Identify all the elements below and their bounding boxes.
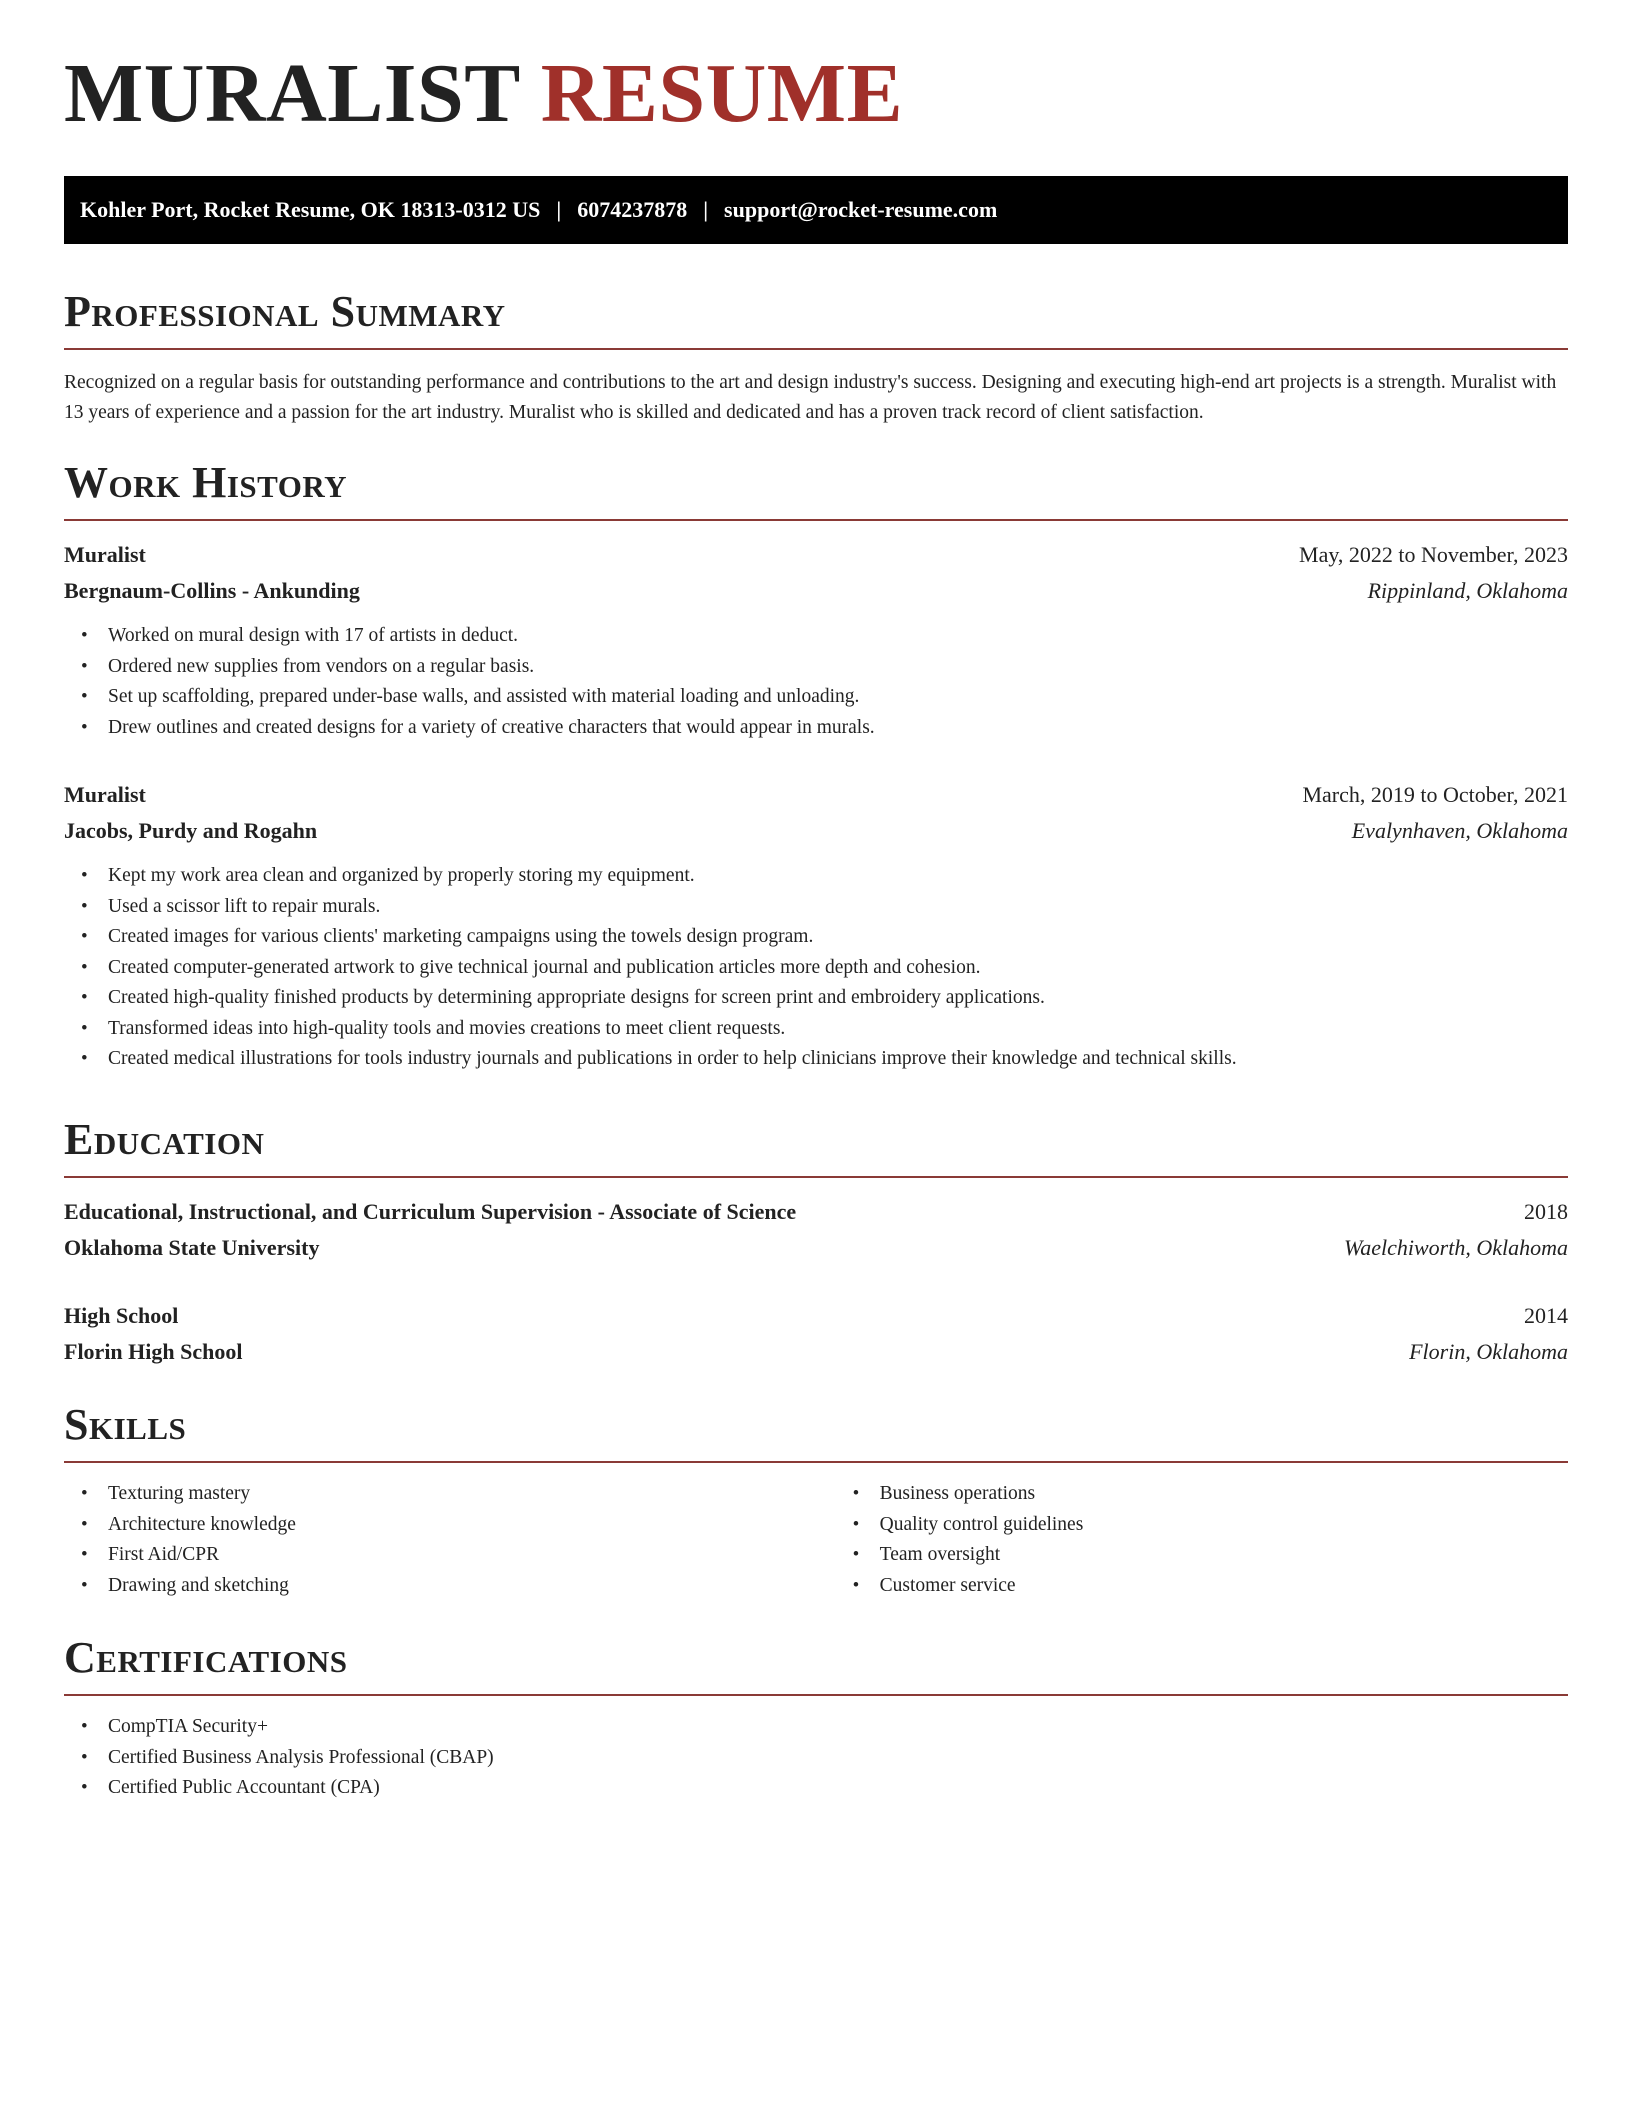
list-item: • Texturing mastery — [108, 1479, 836, 1510]
education-location: Florin, Oklahoma — [1409, 1339, 1568, 1364]
list-item: • Certified Public Accountant (CPA) — [108, 1773, 1568, 1804]
list-item: • Certified Business Analysis Professional (CBAP) — [108, 1743, 1568, 1774]
list-item: • Set up scaffolding, prepared under-base walls, and assisted with material loading and unloading. — [108, 682, 1568, 713]
list-item: • Created images for various clients' marketing campaigns using the towels design program. — [108, 922, 1568, 953]
list-item: • Worked on mural design with 17 of artists in deduct. — [108, 621, 1568, 652]
section-divider — [64, 348, 1568, 350]
certifications-section — [64, 1633, 1568, 1804]
summary-heading: Professional Summary — [64, 287, 506, 336]
list-item: • Architecture knowledge — [108, 1510, 836, 1541]
job-duties-list — [64, 621, 1568, 743]
work-history-heading: Work History — [64, 458, 348, 507]
job-location: Rippinland, Oklahoma — [1367, 578, 1568, 603]
job-location: Evalynhaven, Oklahoma — [1351, 818, 1568, 843]
education-section — [64, 1115, 1568, 1370]
list-item: • Used a scissor lift to repair murals. — [108, 892, 1568, 923]
resume-title — [64, 0, 1568, 142]
education-school: Florin High School — [64, 1339, 243, 1364]
job-title: Muralist — [64, 782, 146, 807]
list-item: • Kept my work area clean and organized by properly storing my equipment. — [108, 861, 1568, 892]
certifications-list — [64, 1712, 1568, 1804]
job-dates: May, 2022 to November, 2023 — [1299, 542, 1568, 567]
education-location: Waelchiworth, Oklahoma — [1343, 1235, 1568, 1260]
skills-heading: Skills — [64, 1400, 187, 1449]
education-degree: High School — [64, 1303, 179, 1328]
contact-bar — [64, 176, 1568, 244]
job-company: Jacobs, Purdy and Rogahn — [64, 818, 318, 843]
list-item: • Ordered new supplies from vendors on a regular basis. — [108, 652, 1568, 683]
section-divider — [64, 1694, 1568, 1696]
list-item: • First Aid/CPR — [108, 1540, 836, 1571]
education-degree: Educational, Instructional, and Curriculum Supervision - Associate of Science — [64, 1199, 797, 1224]
education-entry — [64, 1194, 1568, 1266]
list-item: • Business operations — [880, 1479, 1568, 1510]
list-item: • Drew outlines and created designs for a variety of creative characters that would appear in murals. — [108, 713, 1568, 744]
job-dates: March, 2019 to October, 2021 — [1302, 782, 1568, 807]
contact-email: support@rocket-resume.com — [724, 197, 998, 222]
list-item: • Created medical illustrations for tools industry journals and publications in order to help clinicians improve their knowledge and technical skills. — [108, 1044, 1568, 1075]
section-divider — [64, 519, 1568, 521]
list-item: • Transformed ideas into high-quality tools and movies creations to meet client requests. — [108, 1014, 1568, 1045]
title-second-word: RESUME — [540, 47, 904, 140]
section-divider — [64, 1176, 1568, 1178]
education-heading: Education — [64, 1115, 265, 1164]
list-item: • Team oversight — [880, 1540, 1568, 1571]
skills-list-right — [836, 1479, 1568, 1601]
education-year: 2018 — [1524, 1199, 1568, 1224]
contact-separator: | — [703, 197, 709, 222]
work-history-section — [64, 458, 1568, 1075]
job-company: Bergnaum-Collins - Ankunding — [64, 578, 360, 603]
list-item: • Created computer-generated artwork to give technical journal and publication articles more depth and cohesion. — [108, 953, 1568, 984]
list-item: • Drawing and sketching — [108, 1571, 836, 1602]
skills-grid — [64, 1463, 1568, 1601]
job-entry — [64, 537, 1568, 743]
list-item: • Created high-quality finished products by determining appropriate designs for screen print and embroidery applications. — [108, 983, 1568, 1014]
title-first-word: MURALIST — [64, 47, 520, 140]
job-entry — [64, 777, 1568, 1075]
education-entry — [64, 1298, 1568, 1370]
summary-text: Recognized on a regular basis for outstanding performance and contributions to the art and design industry's success. Designing and executing high-end art projects is a strength. Muralist with 13 years of experience and a passion for the art industry. Muralist who is skilled and dedicated and has a proven track record of client satisfaction. — [64, 372, 1557, 423]
summary-section — [64, 287, 1568, 428]
list-item: • Customer service — [880, 1571, 1568, 1602]
education-year: 2014 — [1524, 1303, 1568, 1328]
skills-section — [64, 1400, 1568, 1601]
contact-address: Kohler Port, Rocket Resume, OK 18313-0312 US — [80, 197, 541, 222]
contact-phone: 6074237878 — [577, 197, 688, 222]
job-title: Muralist — [64, 542, 146, 567]
list-item: • Quality control guidelines — [880, 1510, 1568, 1541]
education-school: Oklahoma State University — [64, 1235, 320, 1260]
certifications-heading: Certifications — [64, 1633, 348, 1682]
job-duties-list — [64, 861, 1568, 1075]
list-item: • CompTIA Security+ — [108, 1712, 1568, 1743]
skills-list-left — [64, 1479, 836, 1601]
contact-separator: | — [556, 197, 562, 222]
